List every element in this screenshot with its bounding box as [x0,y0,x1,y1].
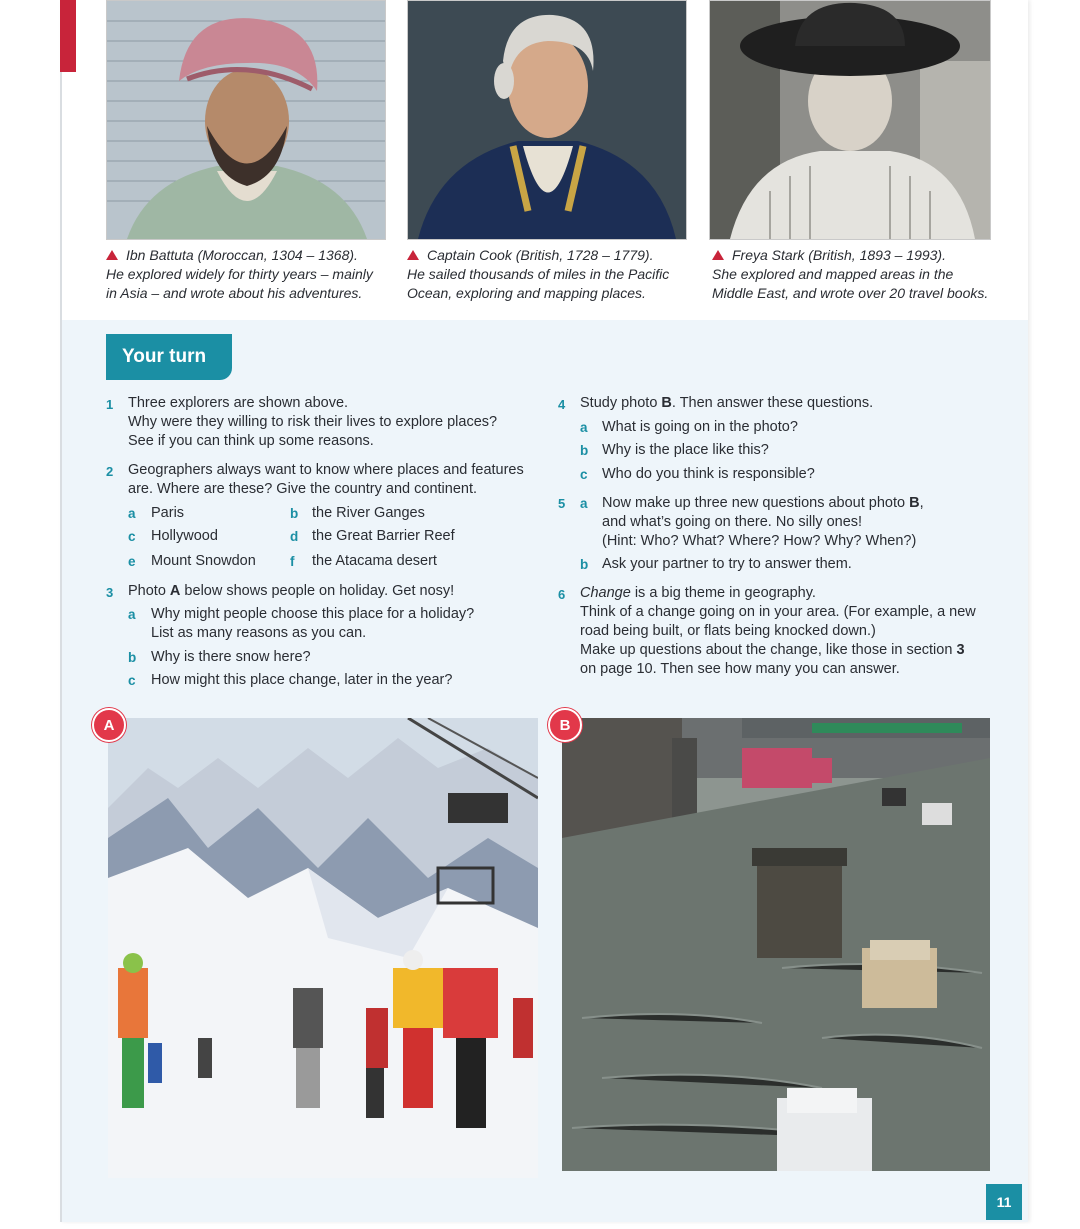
q5-a [602,494,924,551]
question-text: Make up questions about the change, like those in section [580,642,957,658]
photo-ref: B [909,495,920,511]
triangle-marker-icon [712,250,724,260]
photo-b-badge: B [548,708,582,742]
photo-a-ski-resort [108,718,538,1178]
item-text: Why is there snow here? [151,649,311,665]
item-letter: d [290,529,299,544]
question-line: Three explorers are shown above. [128,395,349,411]
red-edge-tab [60,0,76,72]
question-line: Why were they willing to risk their lives to explore places? [128,414,498,430]
photo-a-badge: A [92,708,126,742]
item-letter: b [290,506,299,521]
item-letter: b [580,557,589,572]
item-letter: b [580,443,589,458]
question-6 [580,584,976,679]
item-text: the River Ganges [312,505,425,521]
item-letter: e [128,554,136,569]
caption-line: Captain Cook (British, 1728 – 1779). [427,247,654,263]
question-number: 1 [106,397,114,412]
item-text: How might this place change, later in the year? [151,672,453,688]
item-letter: c [128,673,136,688]
item-text: the Atacama desert [312,553,437,569]
question-line: Geographers always want to know where places and features [128,462,524,478]
question-number: 3 [106,585,114,600]
item-letter: a [580,420,588,435]
item-letter: c [128,529,136,544]
caption-line: Middle East, and wrote over 20 travel books. [712,285,989,301]
item-line: List as many reasons as you can. [151,625,367,641]
portrait-captain-cook [407,0,687,240]
item-text: the Great Barrier Reef [312,528,455,544]
question-line: See if you can think up some reasons. [128,433,374,449]
item-text: Who do you think is responsible? [602,466,815,482]
photo-ref: B [661,395,672,411]
item-text: What is going on in the photo? [602,419,798,435]
portrait-freya-stark [709,0,991,240]
question-text: . Then answer these questions. [671,395,874,411]
question-4 [580,394,873,413]
item-line: Why might people choose this place for a holiday? [151,606,475,622]
item-letter: a [580,496,588,511]
triangle-marker-icon [407,250,419,260]
q3-a [151,605,474,643]
item-text: Hollywood [151,528,218,544]
triangle-marker-icon [106,250,118,260]
question-line: road being built, or flats being knocked down.) [580,623,876,639]
item-text: Mount Snowdon [151,553,256,569]
item-letter: f [290,554,295,569]
item-letter: b [128,650,137,665]
caption-captain-cook [407,246,669,303]
question-text: Study photo [580,395,662,411]
question-line: on page 10. Then see how many you can answer. [580,661,900,677]
question-text: is a big theme in geography. [630,585,816,601]
question-3 [128,582,454,601]
question-emphasis: Change [580,585,631,601]
your-turn-heading: Your turn [106,334,232,380]
question-1 [128,394,497,451]
question-text: below shows people on holiday. Get nosy! [180,583,455,599]
caption-line: He sailed thousands of miles in the Pacific [407,266,670,282]
caption-line: Ibn Battuta (Moroccan, 1304 – 1368). [126,247,358,263]
portrait-ibn-battuta [106,0,386,240]
caption-freya-stark [712,246,988,303]
question-number: 5 [558,496,566,511]
caption-line: Ocean, exploring and mapping places. [407,285,646,301]
photo-b-flooded-street [562,718,990,1171]
question-2 [128,461,524,499]
caption-line: She explored and mapped areas in the [712,266,954,282]
item-letter: a [128,607,136,622]
caption-ibn-battuta [106,246,373,303]
item-line: and what’s going on there. No silly ones! [602,514,863,530]
page-number: 11 [986,1184,1022,1220]
item-letter: a [128,506,136,521]
item-text: Paris [151,505,185,521]
question-number: 4 [558,397,566,412]
item-text: Why is the place like this? [602,442,769,458]
question-number: 6 [558,587,566,602]
question-number: 2 [106,464,114,479]
caption-line: Freya Stark (British, 1893 – 1993). [732,247,946,263]
section-ref: 3 [956,642,965,658]
question-text: Photo [128,583,170,599]
caption-line: He explored widely for thirty years – mainly [106,266,373,282]
caption-line: in Asia – and wrote about his adventures. [106,285,363,301]
item-letter: c [580,467,588,482]
item-text: , [919,495,924,511]
question-line: are. Where are these? Give the country and continent. [128,481,478,497]
item-text: Ask your partner to try to answer them. [602,556,852,572]
item-line: (Hint: Who? What? Where? How? Why? When?) [602,533,917,549]
photo-ref: A [169,583,181,599]
item-text: Now make up three new questions about photo [602,495,910,511]
question-line: Think of a change going on in your area. (For example, a new [580,604,976,620]
